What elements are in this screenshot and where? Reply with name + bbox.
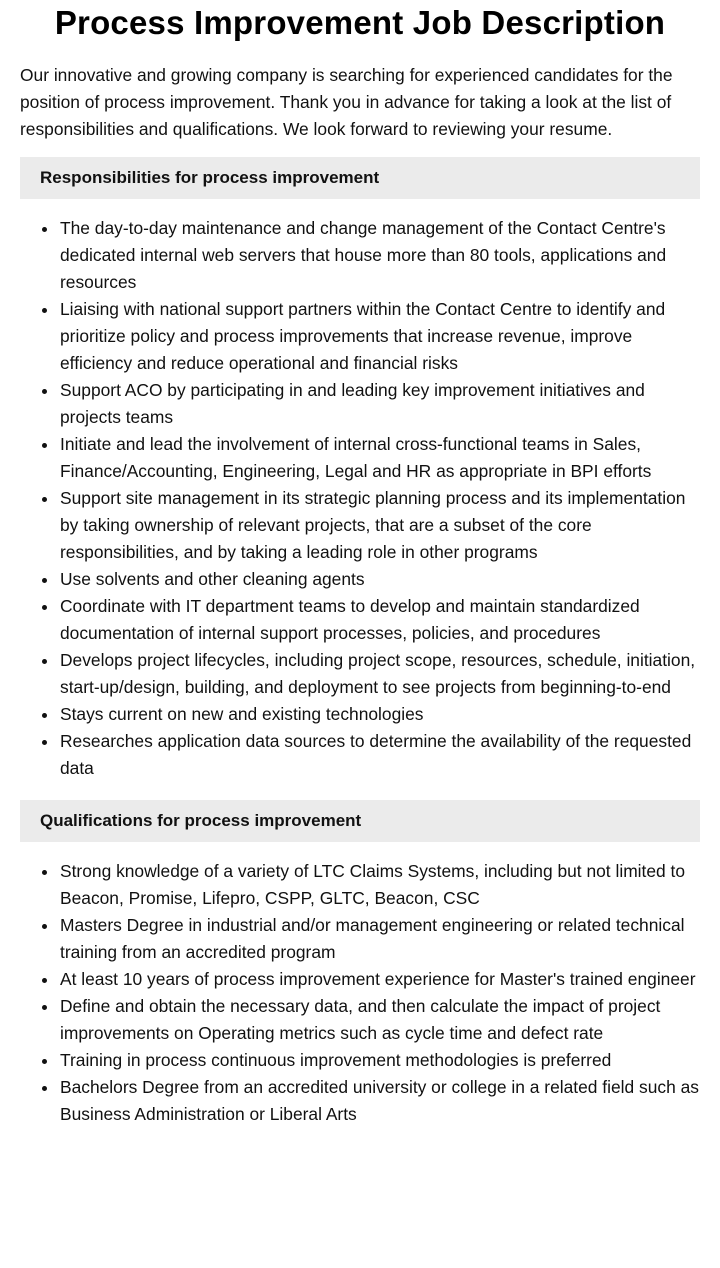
list-item: Develops project lifecycles, including project scope, resources, schedule, initiation, start-up/design, building, and deployment to see projects from beginning-to-end [60,647,700,701]
list-item: At least 10 years of process improvement experience for Master's trained engineer [60,966,700,993]
list-item: Support ACO by participating in and leading key improvement initiatives and projects teams [60,377,700,431]
list-item: Masters Degree in industrial and/or management engineering or related technical training from an accredited program [60,912,700,966]
list-item: The day-to-day maintenance and change management of the Contact Centre's dedicated internal web servers that house more than 80 tools, applications and resources [60,215,700,296]
list-item: Coordinate with IT department teams to develop and maintain standardized documentation of internal support processes, policies, and procedures [60,593,700,647]
list-item: Bachelors Degree from an accredited university or college in a related field such as Business Administration or Liberal Arts [60,1074,700,1128]
qualifications-list [20,858,700,1128]
list-item: Strong knowledge of a variety of LTC Claims Systems, including but not limited to Beacon, Promise, Lifepro, CSPP, GLTC, Beacon, CSC [60,858,700,912]
page-title: Process Improvement Job Description [54,4,666,41]
list-item: Liaising with national support partners within the Contact Centre to identify and prioritize policy and process improvements that increase revenue, improve efficiency and reduce operational and financial risks [60,296,700,377]
list-item: Use solvents and other cleaning agents [60,566,700,593]
list-item: Define and obtain the necessary data, and then calculate the impact of project improvements on Operating metrics such as cycle time and defect rate [60,993,700,1047]
responsibilities-heading: Responsibilities for process improvement [20,157,700,199]
list-item: Researches application data sources to determine the availability of the requested data [60,728,700,782]
intro-paragraph: Our innovative and growing company is searching for experienced candidates for the position of process improvement. Thank you in advance for taking a look at the list of responsibilities and qualifications. We look forward to reviewing your resume. [20,65,673,139]
list-item: Training in process continuous improvement methodologies is preferred [60,1047,700,1074]
list-item: Stays current on new and existing technologies [60,701,700,728]
list-item: Initiate and lead the involvement of internal cross-functional teams in Sales, Finance/Accounting, Engineering, Legal and HR as appropriate in BPI efforts [60,431,700,485]
responsibilities-list [20,215,700,782]
qualifications-heading: Qualifications for process improvement [20,800,700,842]
list-item: Support site management in its strategic planning process and its implementation by taking ownership of relevant projects, that are a subset of the core responsibilities, and by taking a leading role in other programs [60,485,700,566]
